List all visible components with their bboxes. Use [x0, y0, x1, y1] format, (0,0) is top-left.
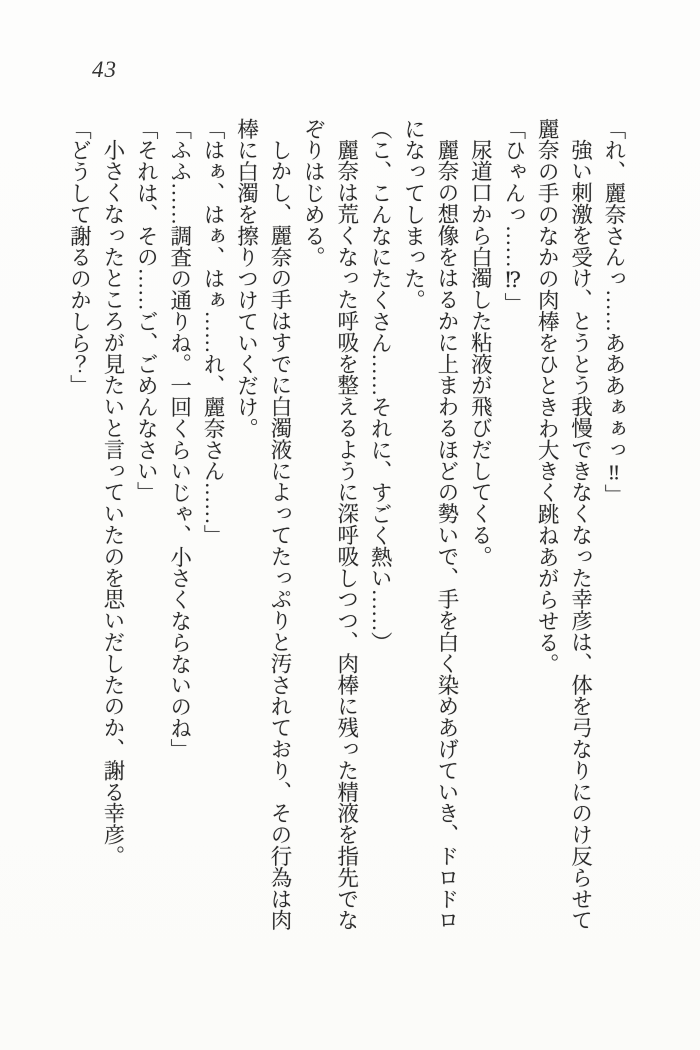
page-number: 43 — [92, 57, 117, 82]
paragraph-narration: 小さくなったところが見たいと言っていたのを思いだしたのか、謝る幸彦。 — [100, 139, 125, 867]
paragraph-dialogue: 「ひゃんっ……⁉」 — [501, 118, 526, 315]
paragraph-dialogue: 「それは、その……ご、ごめんなさい」 — [134, 118, 159, 504]
paragraph-dialogue: 「どうして謝るのかしら？」 — [67, 118, 92, 397]
paragraph-narration: 麗奈は荒くなった呼吸を整えるように深呼吸しつつ、肉棒に残った精液を指先でなぞりはじめる。 — [301, 118, 359, 932]
paragraph-dialogue: 「ふふ……調査の通りね。一回くらいじゃ、小さくならないのね」 — [167, 118, 192, 760]
paragraph-narration: しかし、麗奈の手はすでに白濁液によってたっぷりと汚されており、その行為は肉棒に白濁を擦りつけていくだけ。 — [234, 118, 292, 932]
paragraph-dialogue: 「はぁ、はぁ、はぁ……れ、麗奈さん……」 — [201, 118, 226, 546]
paragraph-dialogue: 「れ、麗奈さんっ……あああぁぁっ‼」 — [602, 118, 626, 506]
paragraph-narration: 強い刺激を受け、とうとう我慢できなくなった幸彦は、体を弓なりにのけ反らせて麗奈の手のなかの肉棒をひときわ大きく跳ねあがらせる。 — [535, 118, 593, 932]
paragraph-thought: （こ、こんなにたくさん……それに、すごく熱い……） — [368, 118, 393, 653]
paragraph-narration: 尿道口から白濁した粘液が飛びだしてくる。 — [468, 139, 493, 568]
paragraph-narration: 麗奈の想像をはるかに上まわるほどの勢いで、手を白く染めあげていき、ドロドロになってしまった。 — [401, 118, 459, 932]
page-text — [62, 118, 630, 934]
